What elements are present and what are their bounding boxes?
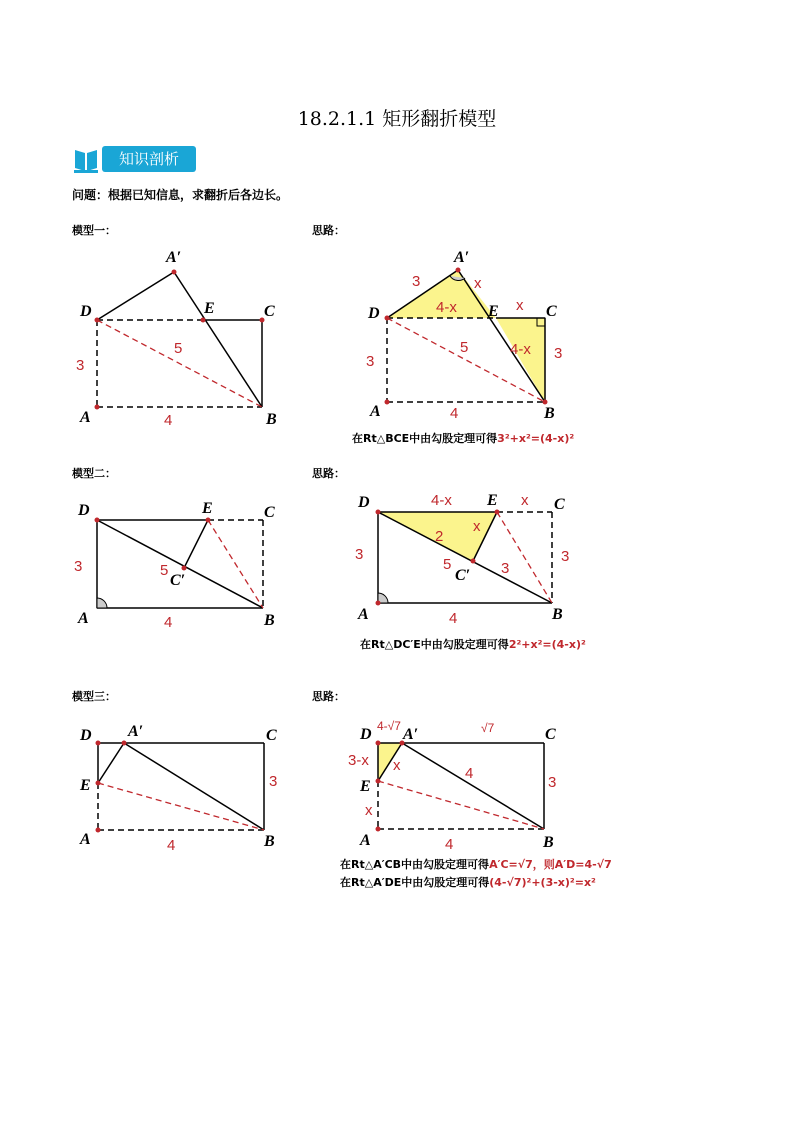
- label-x-fold: x: [393, 757, 401, 774]
- label-3-top: 3: [412, 273, 421, 290]
- label-x-lower: x: [365, 802, 373, 819]
- point-d: D: [360, 726, 372, 743]
- point-d: D: [78, 502, 90, 519]
- label-4: 4: [164, 412, 173, 429]
- model3-caption-2: 在Rt△A′DE中由勾股定理可得(4-√7)²+(3-x)²=x²: [340, 876, 596, 889]
- point-a-prime: A′: [166, 249, 182, 266]
- label-5: 5: [174, 340, 183, 357]
- point-b: B: [552, 606, 563, 623]
- banner-label: 知识剖析: [102, 146, 196, 172]
- point-a-prime: A′: [128, 723, 144, 740]
- label-4-minus-sqrt7: 4-√7: [377, 719, 401, 733]
- point-a: A: [78, 610, 89, 627]
- model2-label: 模型二：: [72, 467, 116, 480]
- label-4: 4: [449, 610, 458, 627]
- point-e: E: [80, 777, 91, 794]
- point-c: C: [545, 726, 556, 743]
- point-a: A: [370, 403, 381, 420]
- point-e: E: [488, 303, 499, 320]
- label-4-minus-x: 4-x: [431, 492, 452, 509]
- label-4-mid: 4: [465, 765, 474, 782]
- point-a: A: [358, 606, 369, 623]
- label-4: 4: [445, 836, 454, 853]
- label-4: 4: [167, 837, 176, 854]
- point-c-prime: C′: [170, 572, 186, 589]
- model3-idea: 思路：: [312, 690, 345, 703]
- point-e: E: [202, 500, 213, 517]
- label-3: 3: [76, 357, 85, 374]
- model2-caption: 在Rt△DC′E中由勾股定理可得2²+x²=(4-x)²: [360, 638, 586, 651]
- point-a-prime: A′: [403, 726, 419, 743]
- point-d: D: [368, 305, 380, 322]
- label-x-top: x: [521, 492, 529, 509]
- point-c: C: [546, 303, 557, 320]
- point-c-prime: C′: [455, 567, 471, 584]
- label-3: 3: [269, 773, 278, 790]
- model2-idea: 思路：: [312, 467, 345, 480]
- model1-idea: 思路：: [312, 224, 345, 237]
- point-c: C: [264, 504, 275, 521]
- label-x-top: x: [474, 275, 482, 292]
- label-3-right: 3: [561, 548, 570, 565]
- model2-figure: [70, 495, 290, 635]
- label-5: 5: [160, 562, 169, 579]
- label-5: 5: [443, 556, 452, 573]
- model3-figure: [72, 718, 292, 858]
- book-icon: [72, 144, 100, 174]
- point-b: B: [264, 612, 275, 629]
- model3-label: 模型三：: [72, 690, 116, 703]
- point-a: A: [80, 409, 91, 426]
- model3-solution-figure: [345, 715, 580, 855]
- label-4: 4: [164, 614, 173, 631]
- point-b: B: [264, 833, 275, 850]
- point-a-prime: A′: [454, 249, 470, 266]
- label-sqrt7: √7: [481, 721, 495, 735]
- point-d: D: [358, 494, 370, 511]
- model1-caption: 在Rt△BCE中由勾股定理可得3²+x²=(4-x)²: [352, 432, 575, 445]
- label-x: x: [473, 518, 481, 535]
- label-3: 3: [548, 774, 557, 791]
- point-e: E: [360, 778, 371, 795]
- point-b: B: [544, 405, 555, 422]
- label-2: 2: [435, 528, 444, 545]
- label-3-left: 3: [355, 546, 364, 563]
- point-c: C: [266, 727, 277, 744]
- label-x-ec: x: [516, 297, 524, 314]
- point-c: C: [264, 303, 275, 320]
- question-text: 问题：根据已知信息，求翻折后各边长。: [72, 188, 289, 202]
- label-4: 4: [450, 405, 459, 422]
- point-a: A: [360, 832, 371, 849]
- label-3-mid: 3: [501, 560, 510, 577]
- point-b: B: [266, 411, 277, 428]
- label-3-minus-x: 3-x: [348, 752, 369, 769]
- point-a: A: [80, 831, 91, 848]
- label-4-minus-x-2: 4-x: [510, 341, 531, 358]
- section-banner: [72, 144, 198, 174]
- label-3-left: 3: [366, 353, 375, 370]
- point-b: B: [543, 834, 554, 851]
- model1-solution-figure: [360, 240, 590, 430]
- point-d: D: [80, 727, 92, 744]
- label-5: 5: [460, 339, 469, 356]
- page-title: 18.2.1.1 矩形翻折模型: [297, 108, 497, 130]
- point-c: C: [554, 496, 565, 513]
- label-4-minus-x: 4-x: [436, 299, 457, 316]
- point-d: D: [80, 303, 92, 320]
- label-3-right: 3: [554, 345, 563, 362]
- point-e: E: [204, 300, 215, 317]
- model1-figure: [70, 240, 290, 440]
- model3-caption-1: 在Rt△A′CB中由勾股定理可得A′C=√7，则A′D=4-√7: [340, 858, 612, 871]
- model1-label: 模型一：: [72, 224, 116, 237]
- label-3: 3: [74, 558, 83, 575]
- point-e: E: [487, 492, 498, 509]
- model2-solution-figure: [355, 485, 595, 630]
